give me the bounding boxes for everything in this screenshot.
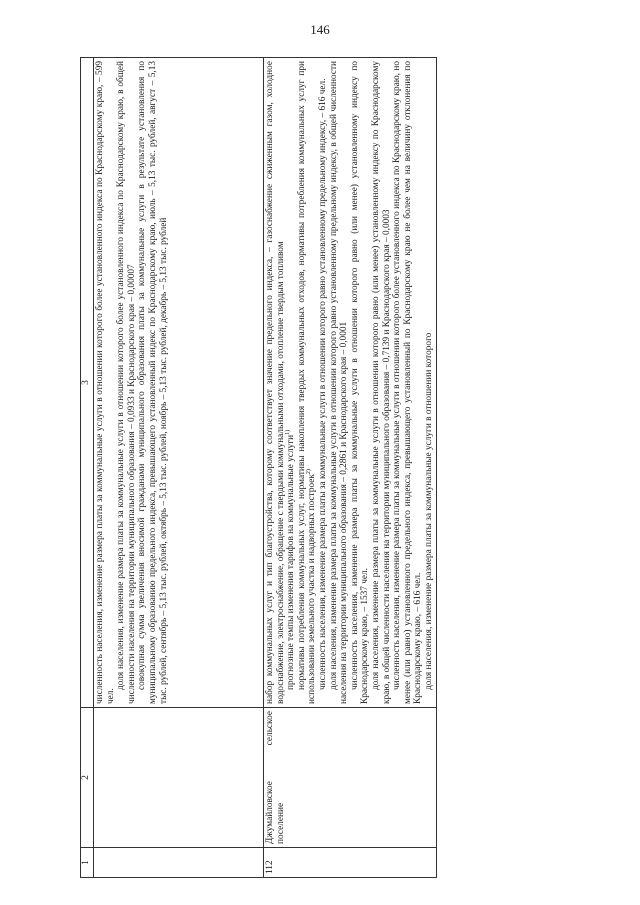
footnote-marker: 1) [285, 429, 292, 435]
document-table [80, 57, 437, 878]
footnote-marker: 2) [306, 469, 313, 475]
row-number: 112 [264, 848, 437, 878]
page-number: 146 [310, 22, 330, 37]
header-col-2: 2 [81, 708, 94, 848]
row-paragraph-text: прогнозные темпы изменения тарифов на коммунальные услуги [286, 434, 297, 690]
row-paragraph: набор коммунальных услуг и тип благоустройства, которому соответствует значение предельного индекса, – газоснабжение сжиженным газом, холодное водоснабжение, электроснабжение, обращение с твердыми коммунальными отходами, отопление твердым топливом [265, 61, 286, 704]
continuation-paragraph: совокупная сумма увеличения вносимой гражданами муниципального образования платы за коммунальные услуги в результате установления по муниципальному образованию предельного индекса, превышающего установленный индекс по Краснодарскому краю, июль – 5,13 тыс. рублей, август – 5,13 тыс. рублей, сентябрь – 5,13 тыс. рублей, октябрь – 5,13 тыс. рублей, ноябрь – 5,13 тыс. рублей, декабрь – 5,13 тыс. рублей [137, 61, 169, 704]
row-paragraph: доля населения, изменение размера платы за коммунальные услуги в отношении которого равно установленному предельному индексу, в общей численности населения на территории муниципального образования – 0,2861 и Краснодарского края – 0,0001 [328, 61, 350, 704]
row-content-cell [264, 58, 437, 708]
row-paragraph: численность населения, изменение размера платы за коммунальные услуги в отношении которого равно (или менее) установленному индексу по Краснодарскому краю, – 1537 чел. [349, 61, 371, 704]
continuation-name-cell [94, 708, 264, 848]
settlement-name: Джумайловское сельское поселение [264, 708, 437, 848]
continuation-row [94, 58, 264, 878]
header-row [81, 58, 94, 878]
table-row [264, 58, 437, 878]
rotated-sheet [80, 58, 572, 878]
continuation-number-cell [94, 848, 264, 878]
continuation-paragraph: численность населения, изменение размера платы за коммунальные услуги в отношении которого более установленного индекса по Краснодарскому краю, – 599 чел. [95, 61, 116, 704]
row-paragraph-text: нормативы потребления коммунальных услуг, нормативы накопления твердых коммунальных отходов, нормативы потребления коммунальных услуг при использовании земельного участка и надворных построек [296, 61, 318, 704]
header-col-1: 1 [81, 848, 94, 878]
row-paragraph: доля населения, изменение размера платы за коммунальные услуги в отношении которого [423, 332, 434, 690]
continuation-paragraph: доля населения, изменение размера платы за коммунальные услуги в отношении которого более установленного индекса по Краснодарскому краю, в общей численности населения на территории муниципального образования – 0,0933 и Краснодарского края – 0,00007 [116, 61, 137, 704]
row-paragraph: численность населения, изменение размера платы за коммунальные услуги в отношении которого более установленного индекса по Краснодарскому краю, но менее (или равно) установленного предельного индекса, превышающего установленный по Краснодарскому краю не более чем на величину отклонения по Краснодарскому краю, – 616 чел. [392, 61, 424, 704]
row-paragraph [297, 61, 318, 704]
row-paragraph: численность населения, изменение размера платы за коммунальные услуги в отношении которого равно установленному предельному индексу, – 616 чел. [317, 78, 328, 690]
continuation-content-cell [94, 58, 264, 708]
row-paragraph [286, 61, 297, 704]
header-col-3: 3 [81, 58, 94, 708]
row-paragraph: доля населения, изменение размера платы за коммунальные услуги в отношении которого равно (или менее) установленному индексу по Краснодарскому краю, в общей численности населения на территории муниципального образования – 0,7139 и Краснодарского края – 0,0003 [370, 61, 392, 704]
